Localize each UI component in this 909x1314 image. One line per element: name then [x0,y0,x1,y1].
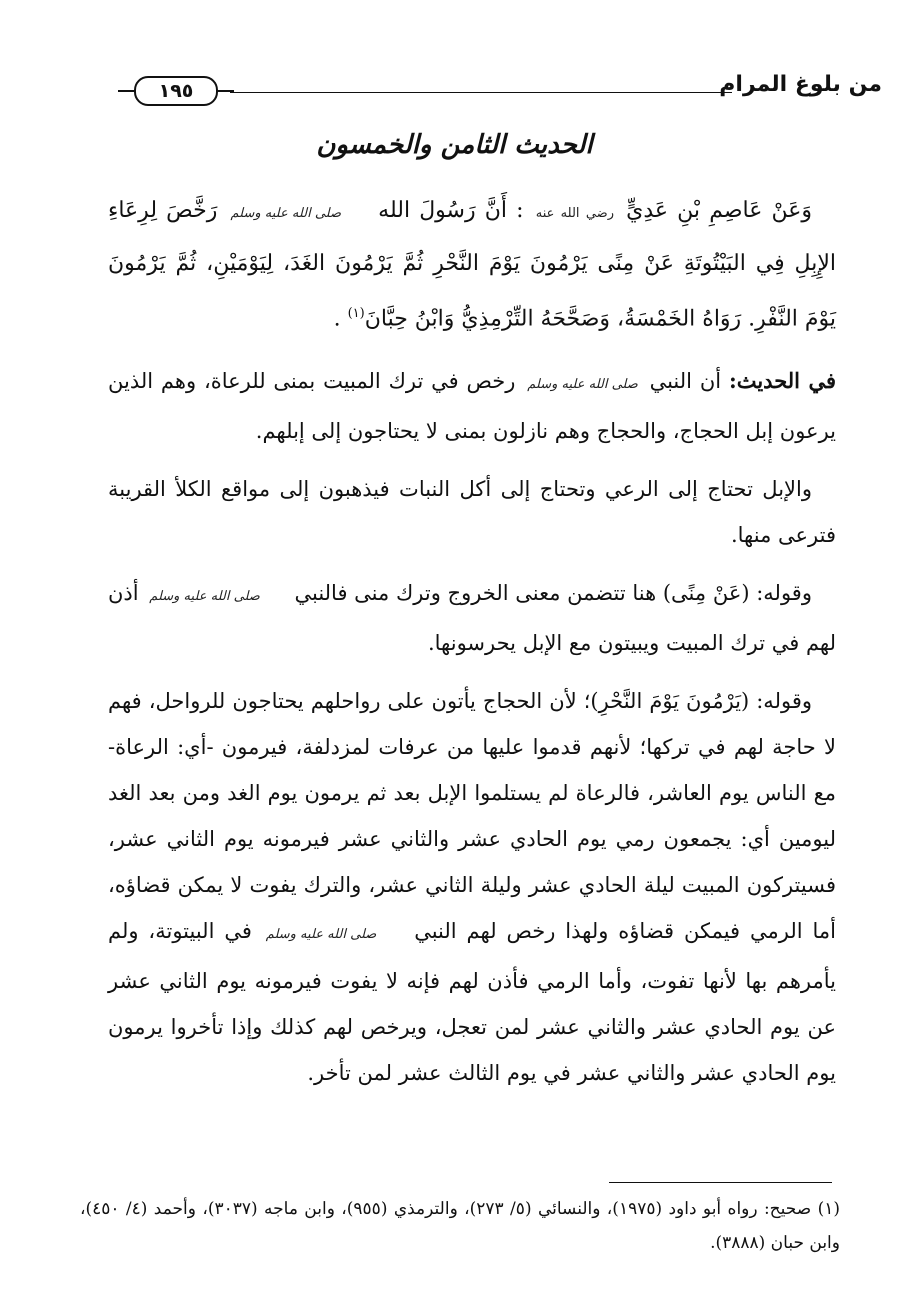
salawat-honorific: صلى الله عليه وسلم [230,206,341,221]
footnote-rule [609,1182,832,1183]
commentary-text: رخص في ترك المبيت بمنى للرعاة، وهم الذين يرعون إبل الحجاج، والحجاج وهم نازلون بمنى لا يحتاجون إلى إبلهم. [108,369,836,444]
salawat-honorific: صلى الله عليه وسلم [527,377,638,393]
page-number-frame [134,76,218,106]
header-rule [230,92,732,93]
commentary-text: أن النبي [649,369,722,394]
hadith-text [108,186,836,344]
commentary-text: والإبل تحتاج إلى الرعي وتحتاج إلى أكل النبات فيذهبون إلى مواقع الكلأ القريبة فترعى منها. [108,477,836,548]
footnote: (١) صحيح: رواه أبو داود (١٩٧٥)، والنسائي (٥/ ٢٧٣)، والترمذي (٩٥٥)، وابن ماجه (٣٠٣٧)، وأحمد (٤/ ٤٥٠)، وابن حبان (٣٨٨٨). [80,1199,840,1253]
hadith-end: . [333,306,341,332]
commentary-paragraph-4 [108,678,836,1096]
hadith-narrator: وَعَنْ عَاصِمِ بْنِ عَدِيٍّ [626,198,813,223]
salawat-honorific: صلى الله عليه وسلم [265,927,377,943]
section-title: الحديث الثامن والخمسون [316,130,593,160]
radiya-honorific: رضي الله عنه [535,206,614,221]
hadith-body: رَخَّصَ لِرِعَاءِ الإِبِلِ فِي البَيْتُوتَةِ عَنْ مِنًى يَرْمُونَ يَوْمَ النَّحْرِ ثُمَّ يَرْمُونَ الغَدَ، لِيَوْمَيْنِ، ثُمَّ يَرْمُونَ يَوْمَ النَّفْرِ. رَوَاهُ الخَمْسَةُ، وَصَحَّحَهُ التِّرْمِذِيُّ وَابْنُ حِبَّانَ [108,198,836,332]
running-header [112,70,882,114]
commentary-text: في البيتوتة، ولم يأمرهم بها لأنها تفوت، وأما الرمي فأذن لهم فإنه لا يفوت فيرمونه يوم الثاني عشر عن يوم الحادي عشر والثاني عشر لمن تعجل، ويرخص لهم كذلك وإذا تأخروا يرمون يوم الحادي عشر والثاني عشر في يوم الثالث عشر لمن تأخر. [108,919,836,1086]
commentary-paragraph-2 [108,466,836,558]
commentary-paragraph-1 [108,358,836,454]
salawat-honorific: صلى الله عليه وسلم [149,589,260,605]
commentary-lead: في الحديث: [728,368,836,394]
commentary-text: وقوله: (عَنْ مِنًى) هنا تتضمن معنى الخروج وترك منى فالنبي [294,581,812,606]
book-title: من بلوغ المرام [719,72,882,97]
commentary-text: أذن لهم في ترك المبيت ويبيتون مع الإبل يحرسونها. [108,581,836,656]
hadith-intro: : أَنَّ رَسُولَ الله [378,198,524,223]
main-text [108,186,836,1108]
footnote-ref-marker: (١) [347,306,365,321]
page-number: ١٩٥ [158,80,194,102]
commentary-text: وقوله: (يَرْمُونَ يَوْمَ النَّحْرِ)؛ لأن الحجاج يأتون على رواحلهم يحتاجون للرواحل، فهم لا حاجة لهم في تركها؛ لأنهم قدموا عليها من عرفات لمزدلفة، فيرمون -أي: الرعاة- مع الناس يوم العاشر، فالرعاة لم يستلموا الإبل بعد ثم يرمون يوم الغد ومن بعد الغد ليومين أي: يجمعون رمي يوم الحادي عشر والثاني عشر فيرمونه يوم الثاني عشر، فسيتركون المبيت ليلة الحادي عشر وليلة الثاني عشر، والترك يفوت لا يمكن قضاؤه، أما الرمي فيمكن قضاؤه ولهذا رخص لهم النبي [108,689,836,944]
commentary-paragraph-3 [108,570,836,666]
